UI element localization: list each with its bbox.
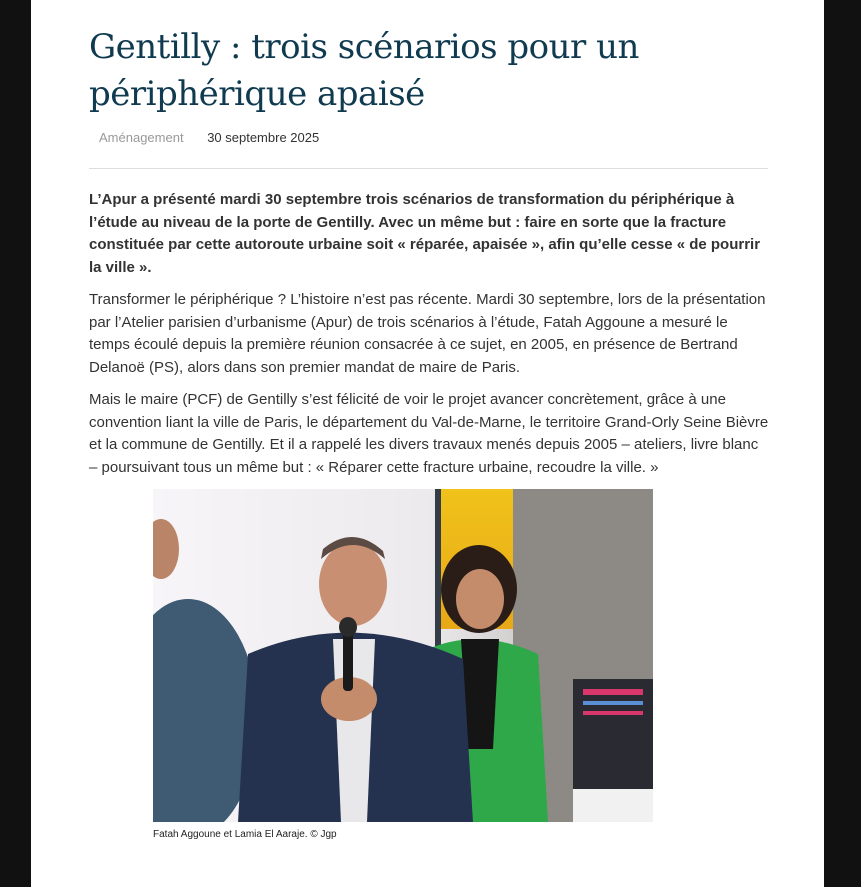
article-paragraph: Transformer le périphérique ? L’histoire n’est pas récente. Mardi 30 septembre, lors de la présentation par l’Atelier parisien d’urbanisme (Apur) de trois scénarios à l’étude, Fatah Aggoune a mesuré le temps écoulé depuis la première réunion consacrée à ce sujet, en 2005, en présence de Bertrand Delanoë (PS), alors dans son premier mandat de maire de Paris. — [89, 291, 766, 376]
article-page — [31, 0, 824, 887]
divider — [89, 168, 768, 169]
photo-caption: Fatah Aggoune et Lamia El Aaraje. © Jgp — [153, 829, 337, 840]
article-title: Gentilly : trois scénarios pour un périphérique apaisé — [89, 27, 639, 114]
article-paragraph: Mais le maire (PCF) de Gentilly s’est félicité de voir le projet avancer concrètement, grâce à une convention liant la ville de Paris, le département du Val-de-Marne, le territoire Grand-Orly Seine Bièvre et la commune de Gentilly. Et il a rappelé les divers travaux menés depuis 2005 – ateliers, livre blanc – poursuivant tous un même but : « Réparer cette fracture urbaine, recoudre la ville. » — [89, 391, 769, 476]
article-body — [89, 189, 770, 489]
publication-date: 30 septembre 2025 — [207, 130, 320, 145]
article-lead: L’Apur a présenté mardi 30 septembre trois scénarios de transformation du périphérique à l’étude au niveau de la porte de Gentilly. Avec un même but : faire en sorte que la fracture constituée par cette autoroute urbaine soit « réparée, apaisée », afin qu’elle cesse « de pourrir la ville ». — [89, 191, 761, 276]
category-label[interactable]: Aménagement — [99, 130, 184, 145]
photo-illustration — [153, 489, 653, 822]
article-meta — [99, 130, 319, 146]
article-photo[interactable] — [153, 489, 653, 822]
article-figure — [153, 489, 653, 842]
